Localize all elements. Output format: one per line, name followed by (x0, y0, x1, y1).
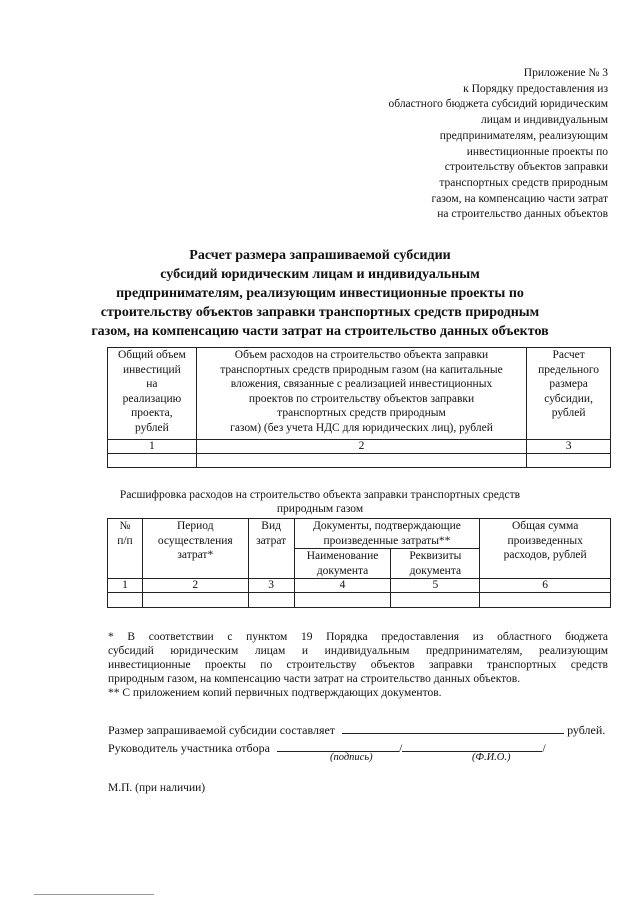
cell-line: Расчет (552, 349, 585, 361)
appendix-line: транспортных средств природным (439, 176, 608, 189)
cell-line: осуществления (157, 534, 233, 547)
empty-cell (108, 454, 197, 468)
header-total-investment (108, 348, 197, 440)
cell-line: субсидии, (544, 392, 593, 405)
title-line: строительству объектов заправки транспортных средств природным (100, 305, 540, 320)
slash-separator: / (398, 741, 403, 755)
cell-line: инвестиций (122, 363, 181, 376)
table-header-row (108, 519, 611, 549)
header-row-number (108, 519, 143, 579)
cell-line: Реквизиты (409, 550, 462, 562)
column-number: 1 (108, 579, 143, 593)
appendix-line: лицам и индивидуальным (480, 114, 608, 127)
column-number: 5 (391, 579, 480, 593)
column-number: 3 (527, 440, 611, 454)
appendix-line: инвестиционные проекты по (466, 145, 608, 158)
full-name-caption: (Ф.И.О.) (472, 752, 511, 763)
appendix-line: на строительство данных объектов (437, 208, 608, 221)
footnote-line: ** С приложением копий первичных подтверждающих документов. (108, 687, 442, 699)
cell-line: транспортных средств природным (277, 407, 446, 419)
cell-line: реализацию (122, 392, 182, 405)
cell-line: газом) (без учета НДС для юридических лиц), рублей (230, 421, 493, 434)
title-line: газом, на компенсацию части затрат на строительство данных объектов (91, 324, 549, 339)
cell-line: проектов по строительству объектов заправки (248, 392, 475, 405)
cell-line: документа (409, 564, 462, 577)
cell-line: Документы, подтверждающие (312, 520, 461, 532)
column-number: 4 (294, 579, 391, 593)
appendix-header (340, 66, 608, 223)
footnote-line: инвестиционные проекты по строительству объектов заправки транспортных средств (108, 659, 608, 671)
cell-line: Вид (261, 520, 281, 532)
full-name-field[interactable] (402, 739, 542, 752)
appendix-line: предпринимателям, реализующим (439, 129, 608, 142)
title-line: субсидий юридическим лицам и индивидуальным (160, 267, 480, 282)
empty-cell (108, 593, 143, 608)
footnote-line: * В соответствии с пунктом 19 Порядка предоставления из областного бюджета (108, 631, 608, 643)
subsidy-amount-row (108, 721, 608, 739)
cell-line: транспортных средств природным газом (на капитальные (220, 363, 503, 376)
cell-line: вложения, связанные с реализацией инвестиционных (230, 378, 493, 390)
cell-line: предельного (538, 363, 600, 376)
subsidy-amount-label: Размер запрашиваемой субсидии составляет (108, 723, 336, 737)
title-line: предпринимателям, реализующим инвестиционные проекты по (116, 286, 524, 301)
cell-line: Наименование (306, 550, 379, 562)
cell-line: Объем расходов на строительство объекта заправки (234, 349, 489, 361)
header-construction-expenses (196, 348, 526, 440)
footnotes (108, 630, 608, 700)
header-total-amount (480, 519, 611, 579)
column-number: 1 (108, 440, 197, 454)
cell-line: затрат (256, 534, 287, 547)
appendix-line: к Порядку предоставления из (463, 82, 608, 95)
empty-cell (480, 593, 611, 608)
empty-cell (248, 593, 294, 608)
footer-divider (34, 894, 154, 895)
subsidy-calculation-table (107, 347, 611, 468)
expense-breakdown-title (40, 489, 600, 516)
cell-line: Общая сумма (511, 520, 579, 532)
cell-line: п/п (117, 534, 133, 547)
appendix-line: областного бюджета субсидий юридическим (388, 98, 608, 111)
empty-cell (391, 593, 480, 608)
subtitle-line: Расшифровка расходов на строительство объекта заправки транспортных средств (119, 489, 521, 501)
empty-cell (527, 454, 611, 468)
cell-line: произведенные затраты** (323, 534, 451, 547)
subsidy-amount-field[interactable] (342, 721, 564, 734)
appendix-line: Приложение № 3 (523, 67, 608, 79)
footnote-line: природным газом, на компенсацию части затрат на строительство данных объектов. (108, 673, 521, 685)
header-documents (294, 519, 480, 549)
cell-line: проекта, (131, 407, 173, 419)
signature-field[interactable] (277, 739, 399, 752)
cell-line: Период (176, 520, 214, 532)
column-number: 2 (142, 579, 248, 593)
column-number-row (108, 579, 611, 593)
table-row (108, 454, 611, 468)
column-number-row (108, 440, 611, 454)
slash-separator: / (542, 741, 546, 755)
subsidy-unit-label: рублей. (567, 723, 606, 737)
header-document-details (391, 549, 480, 579)
header-document-name (294, 549, 391, 579)
cell-line: № (119, 520, 131, 532)
cell-line: документа (316, 564, 369, 577)
cell-line: Общий объем (117, 349, 186, 361)
subtitle-line: природным газом (276, 502, 364, 515)
cell-line: на (146, 378, 158, 390)
footnote-line: субсидий юридическим лицам и индивидуальным предпринимателям, реализующим (108, 645, 608, 657)
cell-line: рублей (551, 407, 586, 419)
empty-cell (294, 593, 391, 608)
column-number: 3 (248, 579, 294, 593)
expense-breakdown-table (107, 518, 611, 608)
column-number: 2 (196, 440, 526, 454)
signature-caption: (подпись) (330, 752, 373, 763)
cell-line: затрат* (177, 549, 214, 561)
document-title (30, 246, 610, 341)
header-subsidy-calculation (527, 348, 611, 440)
appendix-line: газом, на компенсацию части затрат (431, 192, 608, 205)
table-row (108, 593, 611, 608)
seal-note: М.П. (при наличии) (108, 782, 206, 794)
appendix-line: строительству объектов заправки (444, 161, 608, 174)
cell-line: рублей (135, 421, 169, 434)
cell-line: размера (549, 378, 588, 390)
cell-line: расходов, рублей (503, 549, 587, 561)
head-label: Руководитель участника отбора (108, 741, 270, 755)
table-header-row (108, 348, 611, 440)
column-number: 6 (480, 579, 611, 593)
empty-cell (142, 593, 248, 608)
empty-cell (196, 454, 526, 468)
cell-line: произведенных (507, 534, 583, 547)
title-line: Расчет размера запрашиваемой субсидии (189, 248, 451, 263)
header-expense-type (248, 519, 294, 579)
header-period (142, 519, 248, 579)
